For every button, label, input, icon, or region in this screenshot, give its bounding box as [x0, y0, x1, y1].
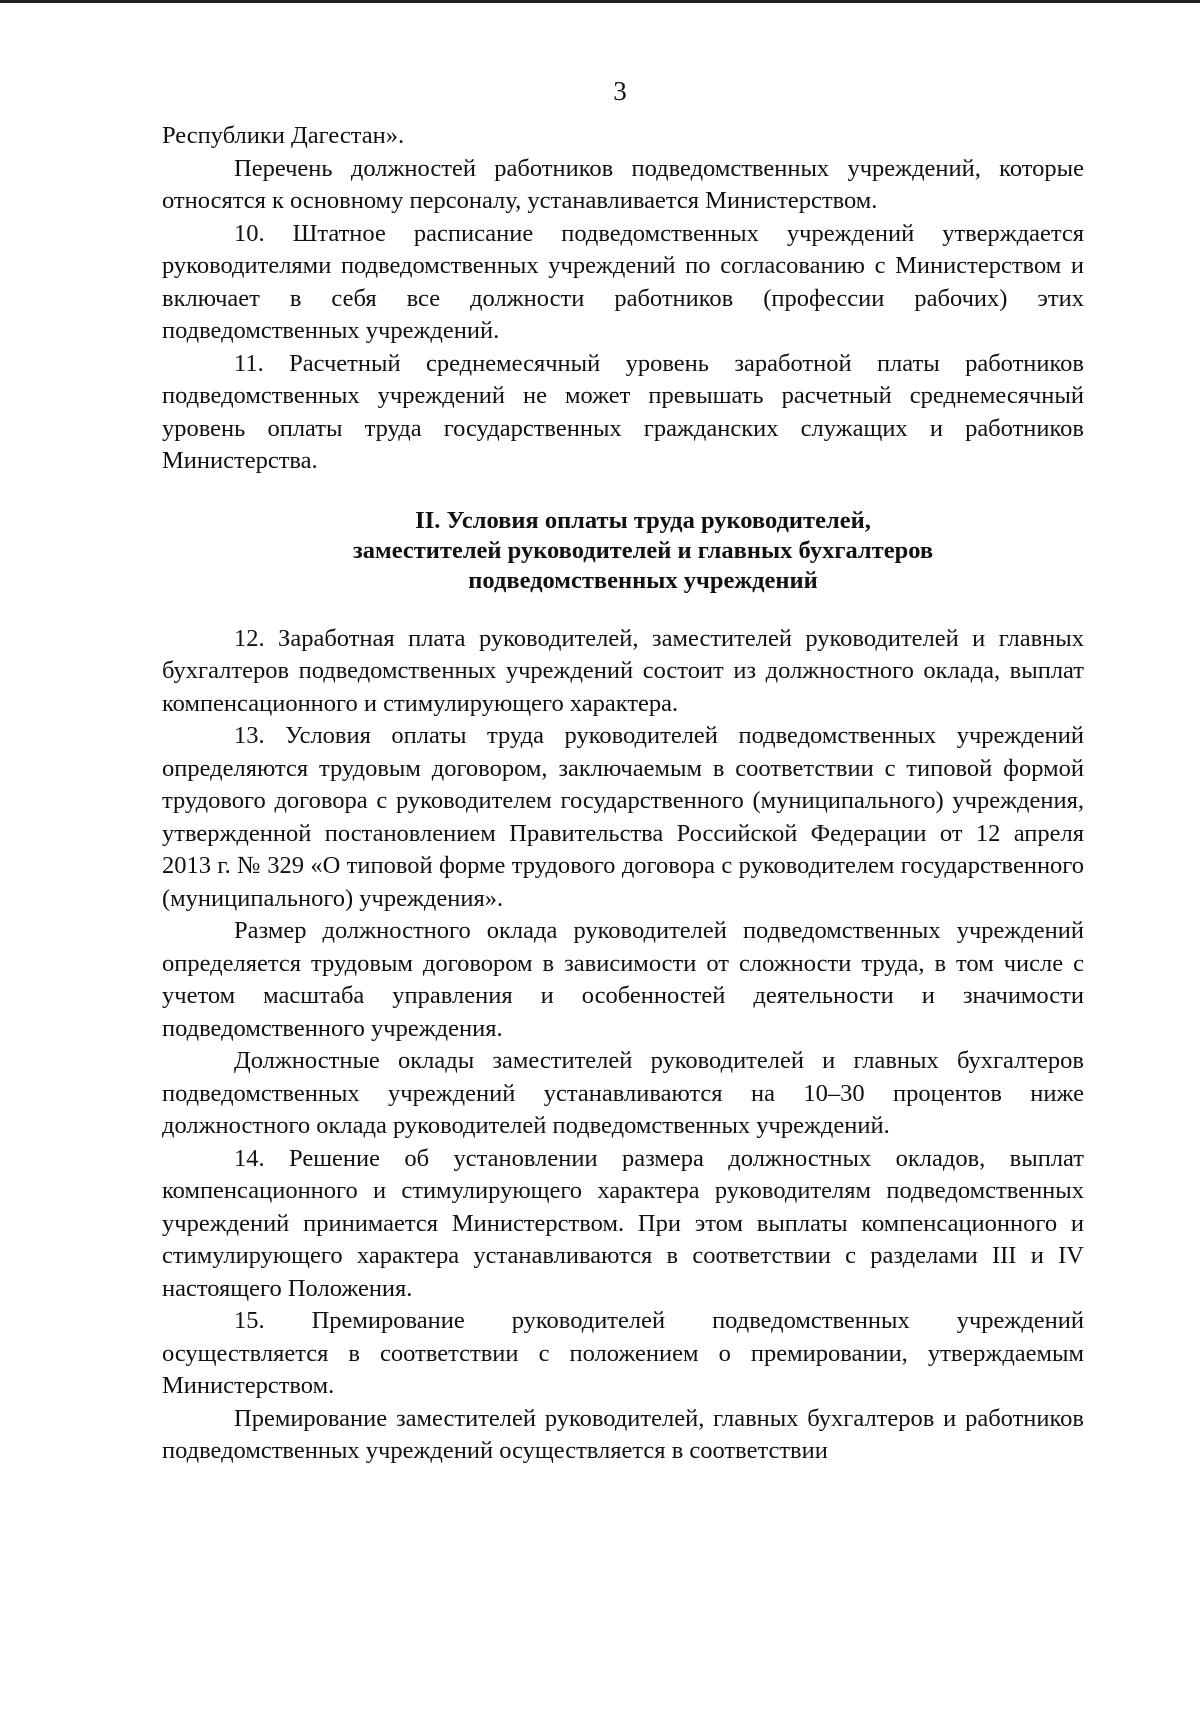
paragraph: Должностные оклады заместителей руководителей и главных бухгалтеров подведомственных учреждений устанавливаются на 10–30 процентов ниже должностного оклада руководителей подведомственных учреждений. [162, 1047, 1084, 1139]
paragraph: 14. Решение об установлении размера должностных окладов, выплат компенсационного и стимулирующего характера руководителям подведомственных учреждений принимается Министерством. При этом выплаты компенсационного и стимулирующего характера устанавливаются в соответствии с разделами III и IV настоящего Положения. [162, 1144, 1084, 1302]
page-number: 3 [613, 76, 627, 106]
paragraph: 12. Заработная плата руководителей, заместителей руководителей и главных бухгалтеров подведомственных учреждений состоит из должностного оклада, выплат компенсационного и стимулирующего характера. [162, 624, 1084, 717]
top-scan-border [0, 0, 1200, 3]
paragraph: 11. Расчетный среднемесячный уровень заработной платы работников подведомственных учреждений не может превышать расчетный среднемесячный уровень оплаты труда государственных гражданских служащих и работников Министерства. [162, 349, 1084, 474]
paragraph: Республики Дагестан». [162, 122, 405, 149]
paragraph: Премирование заместителей руководителей, главных бухгалтеров и работников подведомственных учреждений осуществляется в соответствии [162, 1404, 1084, 1464]
section-heading-line: II. Условия оплаты труда руководителей, [415, 506, 871, 534]
section-heading-line: подведомственных учреждений [468, 566, 818, 594]
paragraph: 10. Штатное расписание подведомственных учреждений утверждается руководителями подведомственных учреждений по согласованию с Министерством и включает в себя все должности работников (профессии рабочих) этих подведомственных учреждений. [162, 219, 1084, 344]
paragraph: Размер должностного оклада руководителей подведомственных учреждений определяется трудовым договором в зависимости от сложности труда, в том числе с учетом масштаба управления и особенностей деятельности и значимости подведомственного учреждения. [162, 917, 1084, 1042]
paragraph: 15. Премирование руководителей подведомственных учреждений осуществляется в соответствии с положением о премировании, утверждаемым Министерством. [162, 1307, 1084, 1399]
section-heading-line: заместителей руководителей и главных бухгалтеров [352, 536, 934, 564]
paragraph: 13. Условия оплаты труда руководителей подведомственных учреждений определяются трудовым договором, заключаемым в соответствии с типовой формой трудового договора с руководителем государственного (муниципального) учреждения, утвержденной постановлением Правительства Российской Федерации от 12 апреля 2013 г. № 329 «О типовой форме трудового договора с руководителем государственного (муниципального) учреждения». [162, 722, 1084, 912]
paragraph: Перечень должностей работников подведомственных учреждений, которые относятся к основному персоналу, устанавливается Министерством. [162, 154, 1084, 214]
document-body [162, 120, 1084, 1468]
section-heading [162, 506, 1084, 596]
